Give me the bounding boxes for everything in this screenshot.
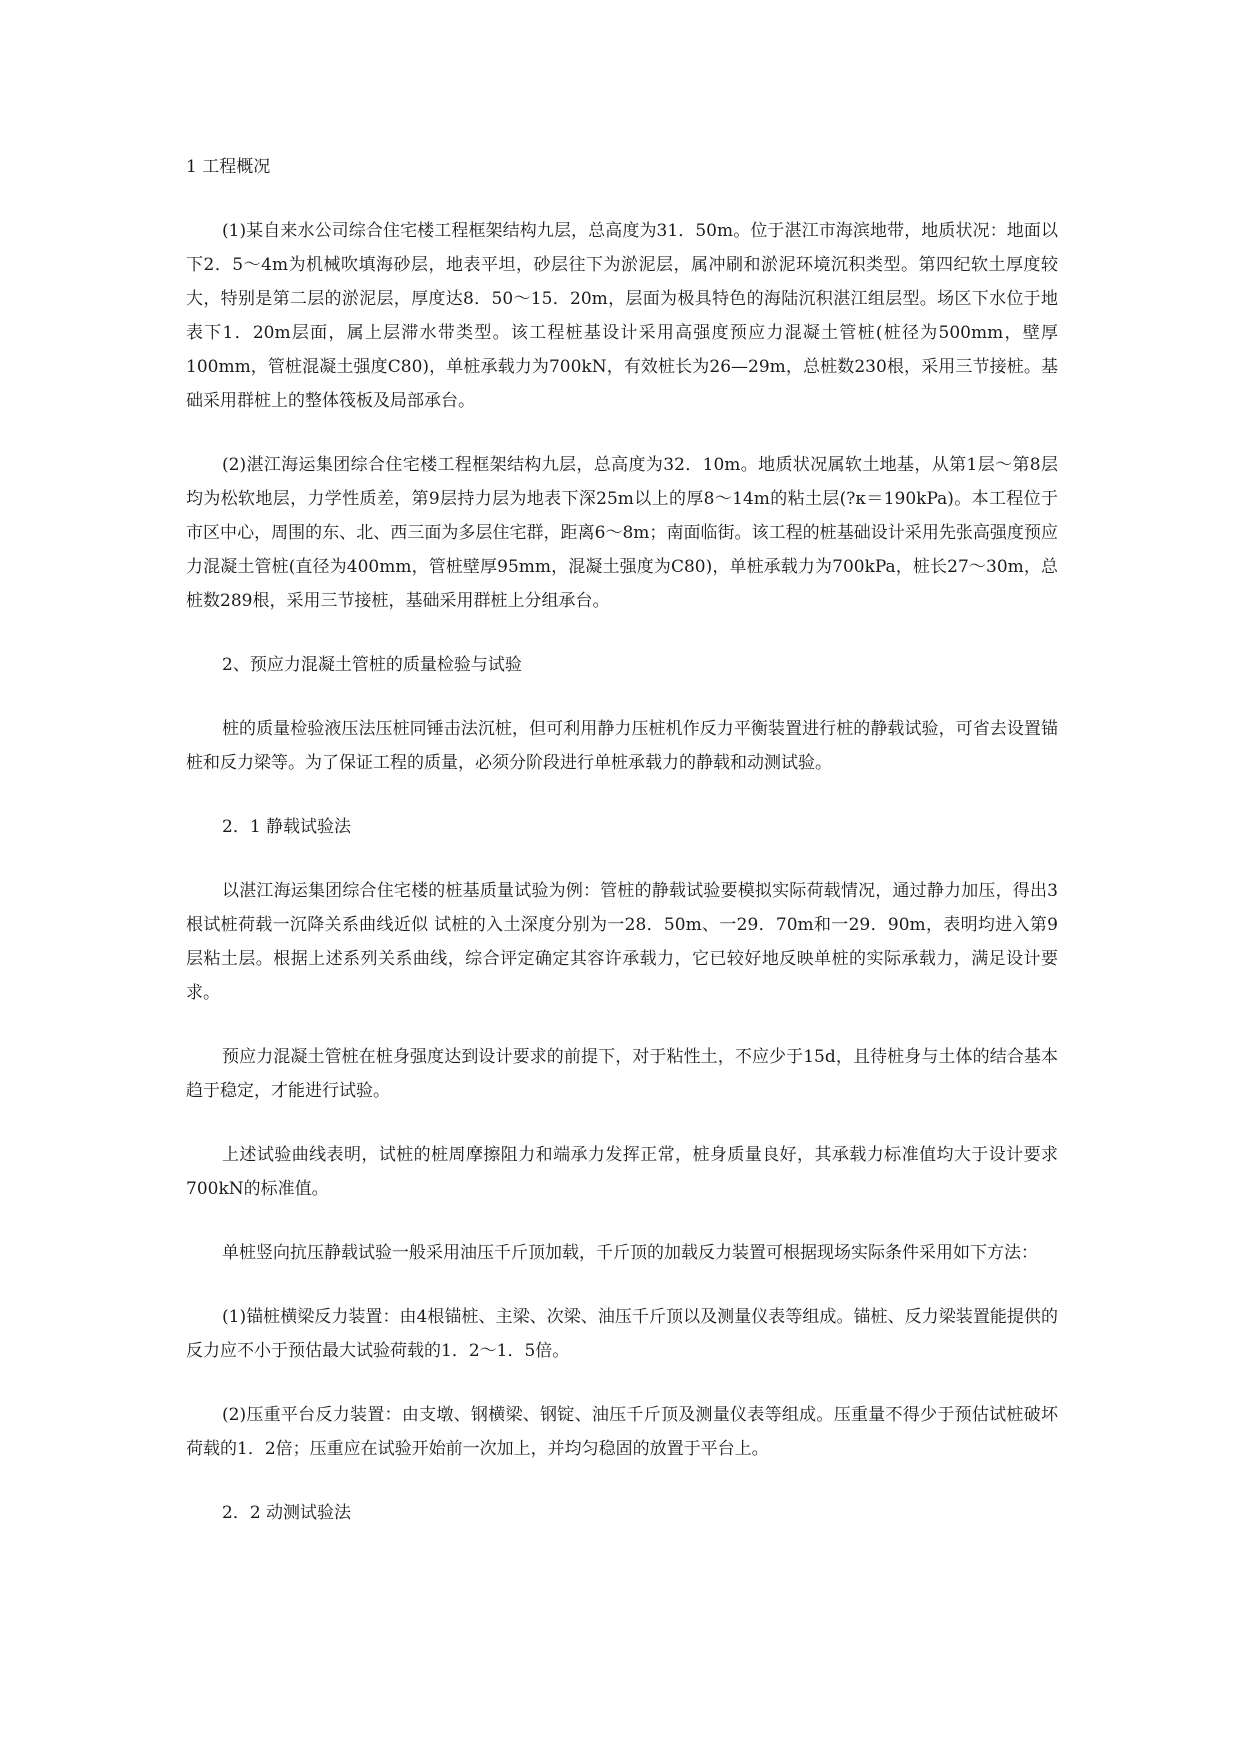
paragraph-anchor-pile-device: (1)锚桩横梁反力装置：由4根锚桩、主梁、次梁、油压千斤顶以及测量仪表等组成。锚桩、反力梁装置能提供的反力应不小于预估最大试验荷载的1．2～1．5倍。 [186, 1307, 1058, 1361]
paragraph-quality-inspection: 桩的质量检验液压法压桩同锤击法沉桩，但可利用静力压桩机作反力平衡装置进行桩的静载试验，可省去设置锚桩和反力梁等。为了保证工程的质量，必须分阶段进行单桩承载力的静载和动测试验。 [186, 719, 1058, 773]
paragraph-ballast-platform-device: (2)压重平台反力装置：由支墩、钢横梁、钢锭、油压千斤顶及测量仪表等组成。压重量不得少于预估试桩破坏荷载的1．2倍；压重应在试验开始前一次加上，并均匀稳固的放置于平台上。 [186, 1405, 1058, 1459]
section-heading-1: 1 工程概况 [186, 157, 271, 177]
document-page [186, 150, 1058, 1530]
section-heading-2-1: 2．1 静载试验法 [222, 817, 352, 837]
paragraph-test-curve-result: 上述试验曲线表明，试桩的桩周摩擦阻力和端承力发挥正常，桩身质量良好，其承载力标准值均大于设计要求700kN的标准值。 [186, 1145, 1058, 1199]
paragraph-test-timing: 预应力混凝土管桩在桩身强度达到设计要求的前提下，对于粘性土，不应少于15d，且待桩身与土体的结合基本趋于稳定，才能进行试验。 [186, 1047, 1058, 1101]
paragraph-project-2: (2)湛江海运集团综合住宅楼工程框架结构九层，总高度为32．10m。地质状况属软土地基，从第1层～第8层均为松软地层，力学性质差，第9层持力层为地表下深25m以上的厚8～14m的粘土层(?κ＝190kPa)。本工程位于市区中心，周围的东、北、西三面为多层住宅群，距离6～8m；南面临街。该工程的桩基础设计采用先张高强度预应力混凝土管桩(直径为400mm，管桩壁厚95mm，混凝土强度为C80)，单桩承载力为700kPa，桩长27～30m，总桩数289根，采用三节接桩，基础采用群桩上分组承台。 [186, 455, 1058, 611]
paragraph-loading-method: 单桩竖向抗压静载试验一般采用油压千斤顶加载，千斤顶的加载反力装置可根据现场实际条件采用如下方法： [222, 1243, 1038, 1263]
paragraph-project-1: (1)某自来水公司综合住宅楼工程框架结构九层，总高度为31．50m。位于湛江市海滨地带，地质状况：地面以下2．5～4m为机械吹填海砂层，地表平坦，砂层往下为淤泥层，属冲刷和淤泥环境沉积类型。第四纪软土厚度较大，特别是第二层的淤泥层，厚度达8．50～15．20m，层面为极具特色的海陆沉积湛江组层型。场区下水位于地表下1．20m层面，属上层滞水带类型。该工程桩基设计采用高强度预应力混凝土管桩(桩径为500mm，壁厚100mm，管桩混凝土强度C80)，单桩承载力为700kN，有效桩长为26—29m，总桩数230根，采用三节接桩。基础采用群桩上的整体筏板及局部承台。 [186, 221, 1058, 411]
section-heading-2-2: 2．2 动测试验法 [222, 1503, 352, 1523]
section-heading-2: 2、预应力混凝土管桩的质量检验与试验 [222, 655, 522, 675]
paragraph-static-test-example: 以湛江海运集团综合住宅楼的桩基质量试验为例：管桩的静载试验要模拟实际荷载情况，通过静力加压，得出3根试桩荷载一沉降关系曲线近似 试桩的入土深度分别为一28．50m、一29．70m和一29．90m，表明均进入第9层粘土层。根据上述系列关系曲线，综合评定确定其容许承载力，它已较好地反映单桩的实际承载力，满足设计要求。 [186, 881, 1058, 1003]
